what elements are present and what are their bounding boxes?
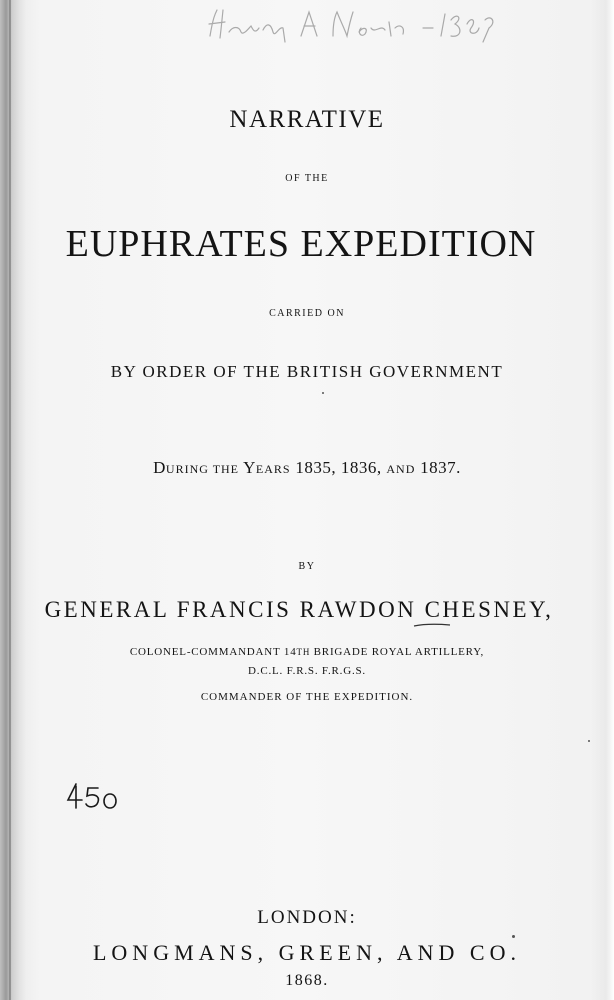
rank-ordinal: TH (296, 647, 311, 657)
rank-part-1: COLONEL-COMMANDANT 14 (129, 646, 297, 658)
years-and: AND (386, 462, 416, 476)
subtitle-british-government: BY ORDER OF THE BRITISH GOVERNMENT (110, 362, 504, 381)
ink-speck (588, 740, 590, 742)
imprint-city: LONDON: (257, 907, 357, 928)
subtitle-years (0, 458, 614, 478)
rank-part-2: BRIGADE ROYAL ARTILLERY, (310, 646, 485, 658)
author-role: COMMANDER OF THE EXPEDITION. (200, 691, 414, 703)
binding-gutter (0, 0, 26, 1000)
imprint-year: 1868. (285, 972, 329, 989)
ink-speck (512, 935, 515, 938)
years-prefix: D (153, 458, 166, 477)
author-rank (0, 646, 614, 658)
subtitle-carried-on: CARRIED ON (269, 308, 345, 319)
years-small-caps-1: URING THE (165, 462, 240, 476)
author-degrees: D.C.L. F.R.S. F.R.G.S. (248, 665, 366, 677)
handwritten-signature (205, 6, 505, 46)
years-numbers: 1835, 1836, (290, 458, 387, 477)
years-last: 1837. (415, 458, 461, 477)
author-by: BY (298, 561, 316, 572)
ink-speck (322, 392, 324, 394)
years-small-caps-2: EARS (255, 462, 291, 476)
years-y: Y (239, 458, 256, 477)
imprint-publisher: LONGMANS, GREEN, AND CO. (92, 940, 521, 965)
title-of-the: OF THE (285, 173, 329, 184)
title-narrative: NARRATIVE (229, 106, 385, 133)
pencil-underline (412, 622, 452, 630)
handwritten-number (62, 782, 122, 812)
binding-edge (9, 0, 11, 1000)
page-edge (606, 0, 614, 1000)
title-euphrates-expedition: EUPHRATES EXPEDITION (65, 223, 537, 265)
author-name: GENERAL FRANCIS RAWDON CHESNEY, (44, 597, 554, 622)
